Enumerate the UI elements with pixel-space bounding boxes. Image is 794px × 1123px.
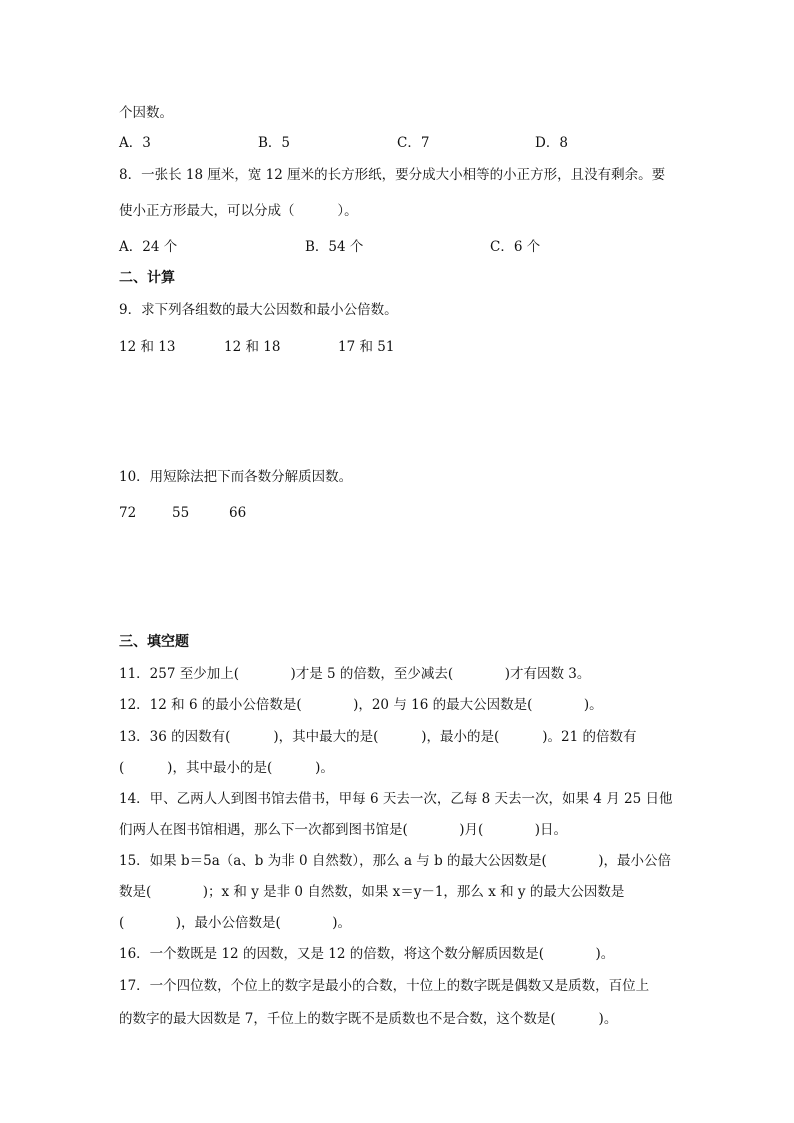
q7-tail: 个因数。 <box>119 105 173 121</box>
q15-line2: 数是( )；x 和 y 是非 0 自然数，如果 x＝y－1，那么 x 和 y 的最大公因数是 <box>119 884 625 900</box>
q8-option-c: C．6 个 <box>490 239 541 255</box>
q9-item-2: 12 和 18 <box>224 339 281 355</box>
q9-item-3: 17 和 51 <box>338 339 395 355</box>
q15-line3: ( )，最小公倍数是( )。 <box>119 915 352 931</box>
q10-item-3: 66 <box>229 505 247 521</box>
q15-line1: 15．如果 b＝5a（a、b 为非 0 自然数），那么 a 与 b 的最大公因数是( )，最小公倍 <box>119 853 672 869</box>
q17-line1: 17．一个四位数，个位上的数字是最小的合数，十位上的数字既是偶数又是质数，百位上 <box>119 978 650 994</box>
q10-text: 10．用短除法把下而各数分解质因数。 <box>119 469 353 485</box>
q7-option-c: C．7 <box>397 135 430 151</box>
q8-option-a: A．24 个 <box>119 239 178 255</box>
q7-option-a: A．3 <box>119 135 151 151</box>
q8-line2: 使小正方形最大，可以分成（ ）。 <box>119 203 358 219</box>
q14-line1: 14．甲、乙两人人到图书馆去借书，甲每 6 天去一次，乙每 8 天去一次，如果 4 月 25 日他 <box>119 791 673 807</box>
q13-line2: ( )，其中最小的是( )。 <box>119 760 334 776</box>
q7-option-d: D．8 <box>535 135 568 151</box>
q8-line1: 8．一张长 18 厘米，宽 12 厘米的长方形纸，要分成大小相等的小正方形，且没有剩余。要 <box>119 167 666 183</box>
q7-option-b: B．5 <box>258 135 291 151</box>
q17-line2: 的数字的最大因数是 7，千位上的数字既不是质数也不是合数，这个数是( )。 <box>119 1011 618 1027</box>
q10-item-2: 55 <box>172 505 190 521</box>
q13-line1: 13．36 的因数有( )，其中最大的是( )，最小的是( )。21 的倍数有 <box>119 729 637 745</box>
q12-text: 12．12 和 6 的最小公倍数是( )，20 与 16 的最大公因数是( )。 <box>119 697 603 713</box>
q9-item-1: 12 和 13 <box>119 339 176 355</box>
q9-text: 9．求下列各组数的最大公因数和最小公倍数。 <box>119 302 398 318</box>
q14-line2: 们两人在图书馆相遇，那么下一次都到图书馆是( )月( )日。 <box>119 822 568 838</box>
q16-text: 16．一个数既是 12 的因数，又是 12 的倍数，将这个数分解质因数是( )。 <box>119 946 615 962</box>
q10-item-1: 72 <box>119 505 137 521</box>
section-title-calculation: 二、计算 <box>119 270 175 286</box>
q8-option-b: B．54 个 <box>305 239 364 255</box>
q11-text: 11．257 至少加上( )才是 5 的倍数，至少减去( )才有因数 3。 <box>119 666 591 682</box>
section-title-fill-in: 三、填空题 <box>119 634 189 650</box>
